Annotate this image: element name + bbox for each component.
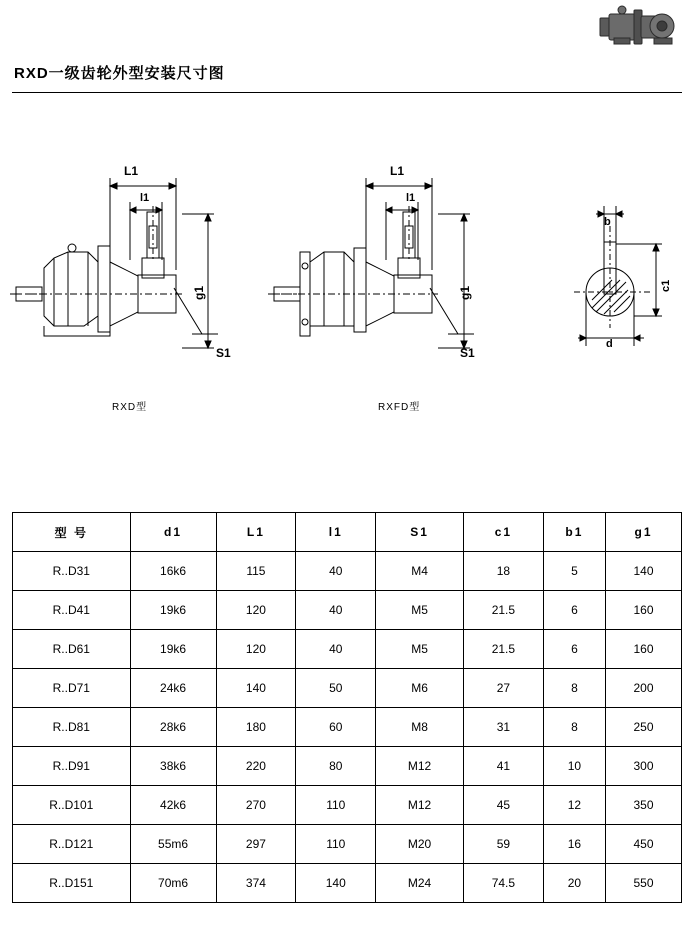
- cell-c1: 41: [463, 747, 543, 786]
- cell-model: R..D31: [13, 552, 131, 591]
- gear-motor-icon: [592, 4, 684, 52]
- cell-d1: 42k6: [130, 786, 216, 825]
- cell-b1: 10: [543, 747, 605, 786]
- cell-L1: 140: [216, 669, 296, 708]
- column-header-l1: l1: [296, 513, 376, 552]
- cell-g1: 140: [606, 552, 682, 591]
- dim-l1-small-fig2: l1: [406, 192, 416, 204]
- cell-d1: 28k6: [130, 708, 216, 747]
- cell-g1: 200: [606, 669, 682, 708]
- column-header-d1: d1: [130, 513, 216, 552]
- cell-l1: 50: [296, 669, 376, 708]
- cell-d1: 19k6: [130, 630, 216, 669]
- dim-s1-fig2: S1: [460, 346, 475, 360]
- cell-c1: 21.5: [463, 591, 543, 630]
- cell-model: R..D121: [13, 825, 131, 864]
- cell-c1: 59: [463, 825, 543, 864]
- cell-S1: M6: [376, 669, 464, 708]
- cell-L1: 270: [216, 786, 296, 825]
- cell-S1: M12: [376, 747, 464, 786]
- cell-c1: 45: [463, 786, 543, 825]
- cell-S1: M4: [376, 552, 464, 591]
- cell-S1: M12: [376, 786, 464, 825]
- table-row: [13, 591, 682, 630]
- cell-d1: 16k6: [130, 552, 216, 591]
- table-row: [13, 747, 682, 786]
- cell-l1: 80: [296, 747, 376, 786]
- cell-S1: M5: [376, 591, 464, 630]
- dim-l1-small-fig1: l1: [140, 192, 150, 204]
- column-header-S1: S1: [376, 513, 464, 552]
- cell-c1: 18: [463, 552, 543, 591]
- column-header-L1: L1: [216, 513, 296, 552]
- table-row: [13, 708, 682, 747]
- cell-g1: 350: [606, 786, 682, 825]
- cell-b1: 8: [543, 708, 605, 747]
- table-row: [13, 630, 682, 669]
- cell-model: R..D41: [13, 591, 131, 630]
- cell-g1: 160: [606, 630, 682, 669]
- cell-l1: 40: [296, 630, 376, 669]
- cell-L1: 220: [216, 747, 296, 786]
- cell-L1: 115: [216, 552, 296, 591]
- cell-g1: 160: [606, 591, 682, 630]
- cell-d1: 70m6: [130, 864, 216, 903]
- cell-d1: 55m6: [130, 825, 216, 864]
- figure-caption-rxd: RXD型: [112, 402, 148, 413]
- cell-c1: 21.5: [463, 630, 543, 669]
- cell-l1: 40: [296, 591, 376, 630]
- cell-model: R..D71: [13, 669, 131, 708]
- figure-shaft-section-drawing: [556, 200, 686, 420]
- table-row: [13, 825, 682, 864]
- cell-d1: 38k6: [130, 747, 216, 786]
- table-row: [13, 669, 682, 708]
- cell-c1: 31: [463, 708, 543, 747]
- cell-b1: 20: [543, 864, 605, 903]
- column-header-g1: g1: [606, 513, 682, 552]
- table-row: [13, 864, 682, 903]
- dim-l1-fig1: L1: [124, 164, 139, 178]
- cell-l1: 60: [296, 708, 376, 747]
- cell-S1: M5: [376, 630, 464, 669]
- dim-b-fig3: b: [604, 216, 611, 228]
- cell-b1: 6: [543, 630, 605, 669]
- cell-S1: M8: [376, 708, 464, 747]
- specification-table: [12, 512, 682, 903]
- figure-caption-rxfd: RXFD型: [378, 402, 421, 413]
- dim-l1-fig2: L1: [390, 164, 405, 178]
- dim-g1-fig1: g1: [192, 285, 206, 300]
- column-header-b1: b1: [543, 513, 605, 552]
- page-title: RXD一级齿轮外型安装尺寸图: [14, 65, 225, 82]
- cell-l1: 40: [296, 552, 376, 591]
- cell-l1: 110: [296, 825, 376, 864]
- dim-s1-fig1: S1: [216, 346, 231, 360]
- table-row: [13, 552, 682, 591]
- cell-b1: 8: [543, 669, 605, 708]
- cell-L1: 297: [216, 825, 296, 864]
- cell-c1: 74.5: [463, 864, 543, 903]
- cell-L1: 120: [216, 591, 296, 630]
- cell-L1: 180: [216, 708, 296, 747]
- column-header-c1: c1: [463, 513, 543, 552]
- cell-L1: 120: [216, 630, 296, 669]
- cell-S1: M24: [376, 864, 464, 903]
- table-header-row: [13, 513, 682, 552]
- cell-d1: 19k6: [130, 591, 216, 630]
- cell-c1: 27: [463, 669, 543, 708]
- column-header-model: 型 号: [13, 513, 131, 552]
- cell-l1: 140: [296, 864, 376, 903]
- cell-b1: 16: [543, 825, 605, 864]
- dim-g1-fig2: g1: [458, 285, 472, 300]
- cell-L1: 374: [216, 864, 296, 903]
- cell-b1: 12: [543, 786, 605, 825]
- cell-S1: M20: [376, 825, 464, 864]
- table-row: [13, 786, 682, 825]
- cell-g1: 550: [606, 864, 682, 903]
- cell-model: R..D101: [13, 786, 131, 825]
- cell-g1: 250: [606, 708, 682, 747]
- cell-model: R..D151: [13, 864, 131, 903]
- cell-model: R..D81: [13, 708, 131, 747]
- cell-model: R..D91: [13, 747, 131, 786]
- cell-d1: 24k6: [130, 669, 216, 708]
- title-divider: [12, 92, 682, 93]
- drawing-area: [0, 140, 694, 440]
- cell-l1: 110: [296, 786, 376, 825]
- dim-d-fig3: d: [606, 338, 613, 350]
- dim-c1-fig3: c1: [660, 279, 672, 292]
- cell-g1: 450: [606, 825, 682, 864]
- cell-g1: 300: [606, 747, 682, 786]
- cell-b1: 5: [543, 552, 605, 591]
- cell-b1: 6: [543, 591, 605, 630]
- cell-model: R..D61: [13, 630, 131, 669]
